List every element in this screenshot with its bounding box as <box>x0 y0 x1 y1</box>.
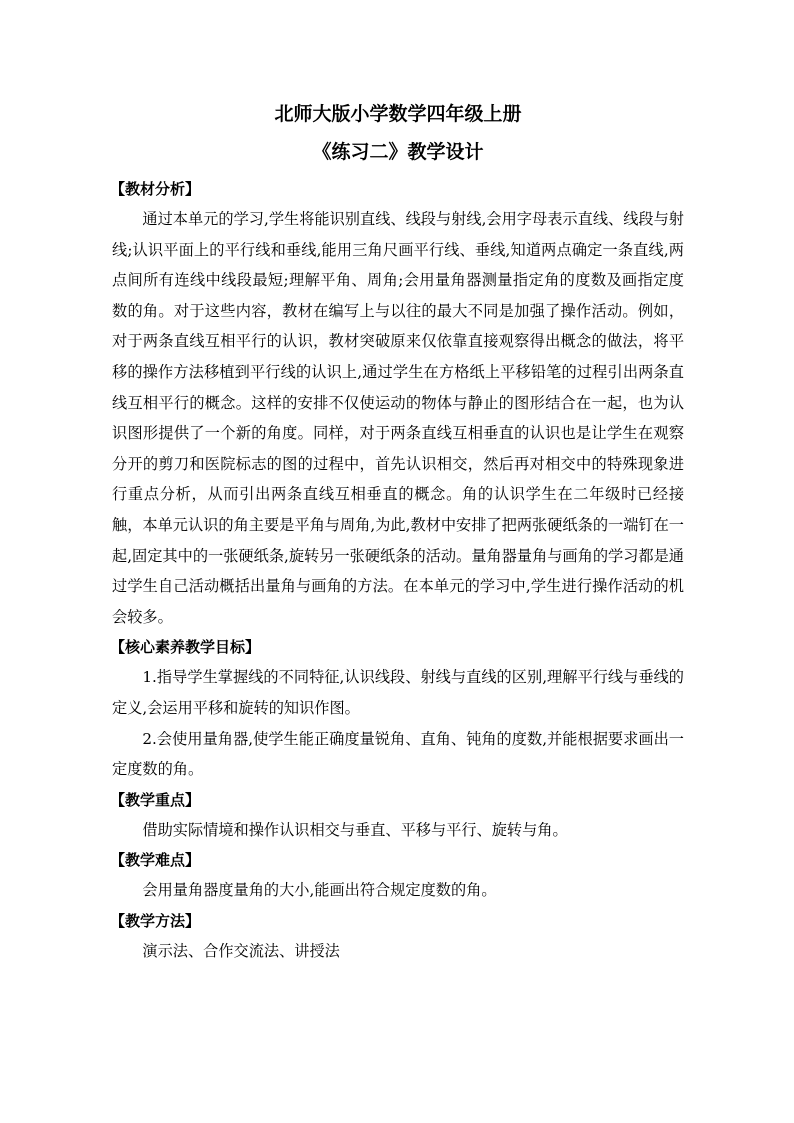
document-title: 北师大版小学数学四年级上册 <box>274 103 522 125</box>
section-heading-key-points: 【教学重点】 <box>110 790 201 809</box>
section-heading-analysis: 【教材分析】 <box>110 180 201 198</box>
document-subtitle: 《练习二》教学设计 <box>312 141 484 163</box>
goal-item-2: 2.会使用量角器,使学生能正确度量锐角、直角、钝角的度数,并能根据要求画出一定度数的角。 <box>112 729 684 779</box>
section-heading-methods: 【教学方法】 <box>110 911 201 930</box>
analysis-paragraph: 通过本单元的学习,学生将能识别直线、线段与射线,会用字母表示直线、线段与射线;认识平面上的平行线和垂线,能用三角尺画平行线、垂线,知道两点确定一条直线,两点间所有连线中线段最短;理解平角、周角;会用量角器测量指定角的度数及画指定度数的角。对于这些内容，教材在编写上与以往的最大不同是加强了操作活动。例如，对于两条直线互相平行的认识，教材突破原来仅依靠直接观察得出概念的做法，将平移的操作方法移植到平行线的认识上,通过学生在方格纸上平移铅笔的过程引出两条直线互相平行的概念。这样的安排不仅使运动的物体与静止的图形结合在一起，也为认识图形提供了一个新的角度。同样，对于两条直线互相垂直的认识也是让学生在观察分开的剪刀和医院标志的图的过程中，首先认识相交，然后再对相交中的特殊现象进行重点分析，从而引出两条直线互相垂直的概念。角的认识学生在二年级时已经接触，本单元认识的角主要是平角与周角,为此,教材中安排了把两张硬纸条的一端钉在一起,固定其中的一张硬纸条,旋转另一张硬纸条的活动。量角器量角与画角的学习都是通过学生自己活动概括出量角与画角的方法。在本单元的学习中,学生进行操作活动的机会较多。 <box>112 210 684 626</box>
difficulties-paragraph: 会用量角器度量角的大小,能画出符合规定度数的角。 <box>142 881 497 900</box>
methods-paragraph: 演示法、合作交流法、讲授法 <box>142 941 340 960</box>
document-page <box>112 98 684 966</box>
section-heading-difficulties: 【教学难点】 <box>110 851 201 870</box>
goal-item-1: 1.指导学生掌握线的不同特征,认识线段、射线与直线的区别,理解平行线与垂线的定义,会运用平移和旋转的知识作图。 <box>112 668 684 717</box>
key-points-paragraph: 借助实际情境和操作认识相交与垂直、平移与平行、旋转与角。 <box>142 820 568 839</box>
section-heading-goals: 【核心素养教学目标】 <box>110 638 261 657</box>
